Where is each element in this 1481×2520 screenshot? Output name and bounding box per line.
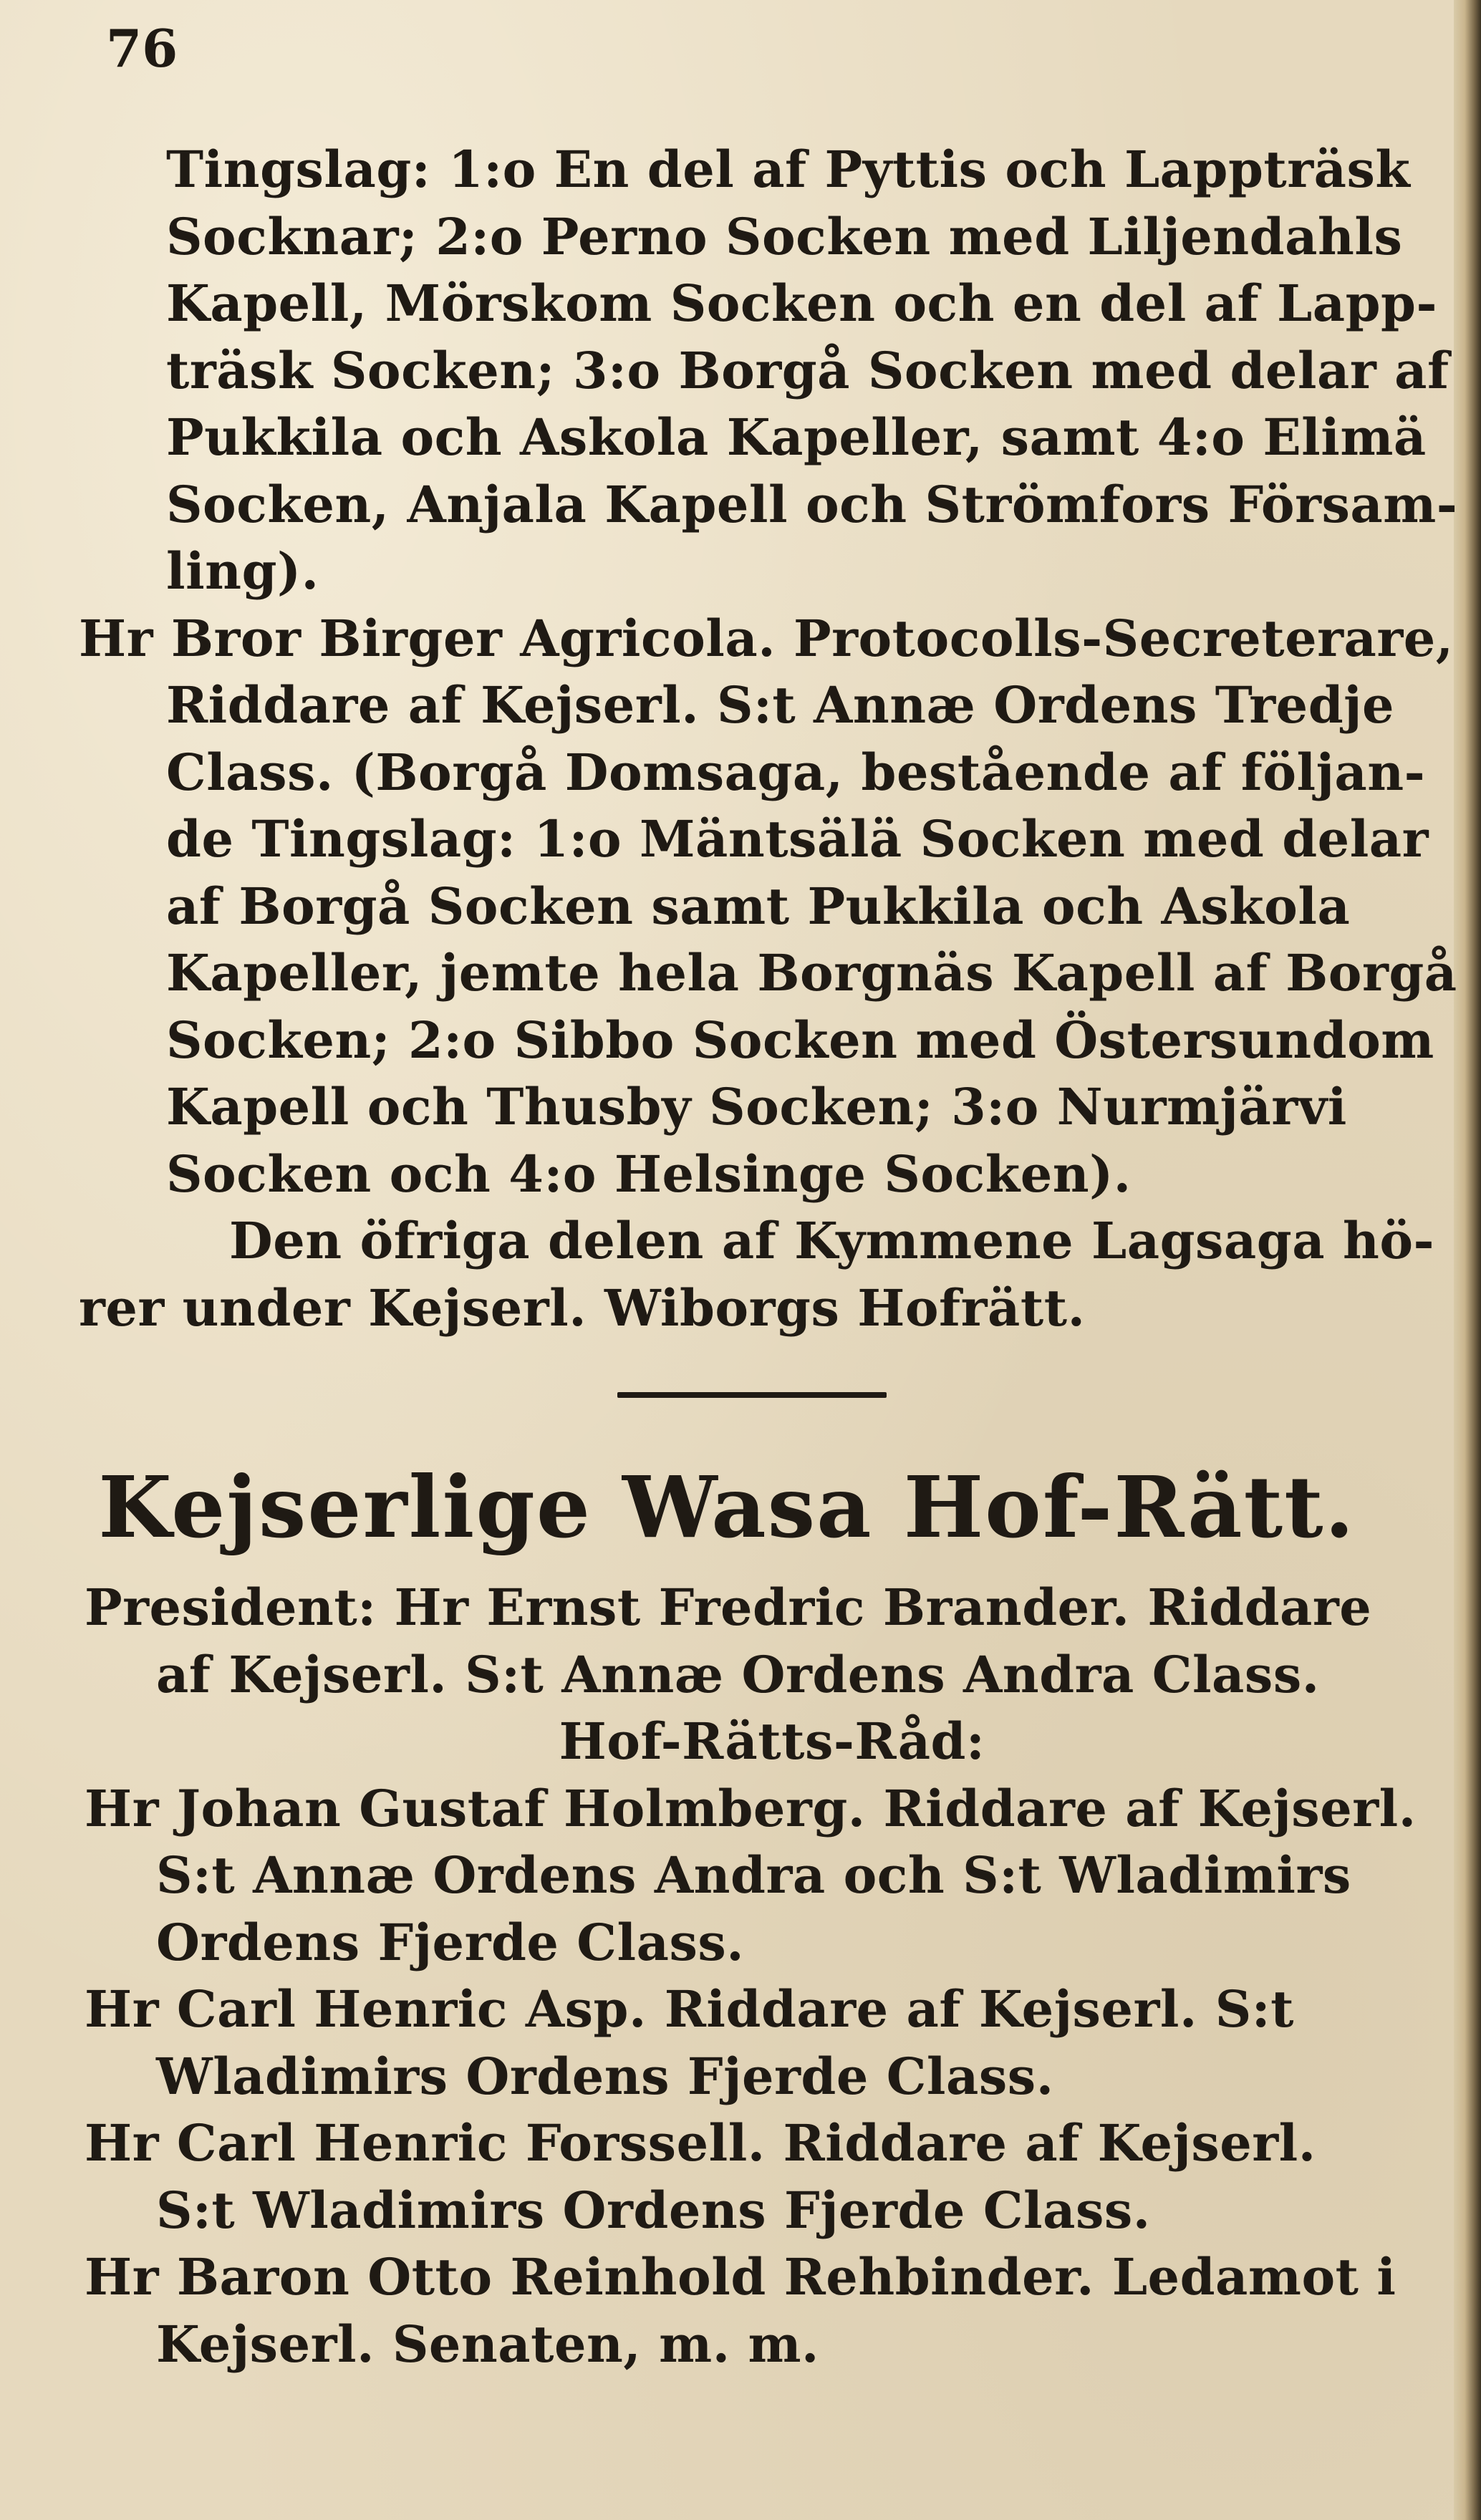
text-line-content: rer under Kejserl. Wiborgs Hofrätt. [79,1278,1086,1338]
lower-text-block [85,1574,1460,2377]
page-number: 76 [106,18,178,79]
subheading [85,1708,1460,1775]
text-line-content: Den öfriga delen af Kymmene Lagsaga hö- [229,1211,1435,1270]
text-line-content: S:t Wladimirs Ordens Fjerde Class. [156,2180,1151,2240]
text-line-content: Socken, Anjala Kapell och Strömfors Försam- [166,474,1458,534]
section-title: Kejserlige Wasa Hof-Rätt. [98,1457,1356,1557]
text-line-content: Pukkila och Askola Kapeller, samt 4:o Elimä [166,407,1427,467]
text-line [79,605,1454,672]
text-line-content: Riddare af Kejserl. S:t Annæ Ordens Tredje [166,675,1395,735]
upper-text-block [79,136,1458,1341]
text-line [166,806,1452,873]
text-line-content: S:t Annæ Ordens Andra och S:t Wladimirs [156,1845,1351,1905]
text-line-content: de Tingslag: 1:o Mäntsälä Socken med delar [166,809,1429,869]
text-line [166,1073,1452,1141]
section-divider [617,1392,887,1401]
text-line-content: Kapell, Mörskom Socken och en del af Lapp- [166,274,1438,333]
text-line [85,1976,1460,2043]
text-line [85,1775,1460,1843]
text-line-content: Socken och 4:o Helsinge Socken). [166,1144,1132,1204]
text-line [166,203,1452,271]
text-line-content: Socken; 2:o Sibbo Socken med Östersundom [166,1010,1434,1070]
text-line [166,1007,1452,1074]
text-line-content: Hr Carl Henric Asp. Riddare af Kejserl. S:t [85,1979,1294,2039]
text-line [166,404,1452,471]
divider-rule [617,1392,887,1398]
text-line-content: Class. (Borgå Domsaga, bestående af följan- [166,742,1426,802]
text-line [85,2110,1460,2177]
text-line-content: Kejserl. Senaten, m. m. [156,2314,819,2374]
text-line [156,1909,1442,1976]
text-line [166,270,1452,337]
text-line [156,2177,1442,2244]
text-line [79,1275,1454,1342]
text-line [156,1842,1442,1909]
text-line [166,940,1457,1007]
text-line-content: träsk Socken; 3:o Borgå Socken med delar af [166,340,1449,400]
text-line-content: Ordens Fjerde Class. [156,1912,745,1972]
text-line-content: Kapell och Thusby Socken; 3:o Nurmjärvi [166,1077,1347,1136]
text-line-content: Hr Johan Gustaf Holmberg. Riddare af Kejserl. [85,1778,1417,1838]
text-line-content: Hr Carl Henric Forssell. Riddare af Kejserl. [85,2113,1316,2173]
text-line-content: Hr Bror Birger Agricola. Protocolls-Secreterare, [79,608,1454,668]
text-line-content: Kapeller, jemte hela Borgnäs Kapell af Borgå [166,943,1457,1003]
text-line-content: af Kejserl. S:t Annæ Ordens Andra Class. [156,1644,1320,1704]
text-line [166,337,1452,405]
text-line [166,471,1458,539]
text-line [85,2244,1460,2311]
text-line-content: Wladimirs Ordens Fjerde Class. [156,2046,1054,2106]
text-line [166,672,1452,739]
text-line [166,538,1452,605]
text-line-content: Hr Baron Otto Reinhold Rehbinder. Ledamot i [85,2247,1396,2307]
text-line-content: af Borgå Socken samt Pukkila och Askola [166,876,1351,936]
text-line-content: ling). [166,541,319,601]
text-line [166,739,1452,806]
text-line-content: Hof-Rätts-Råd: [559,1712,985,1771]
text-line [166,873,1452,940]
text-line [229,1207,1452,1275]
text-line [85,1574,1460,1641]
text-line-content: Socknar; 2:o Perno Socken med Liljendahls [166,206,1403,266]
text-line [166,1141,1452,1208]
text-line-content: President: Hr Ernst Fredric Brander. Riddare [85,1578,1372,1637]
text-line [79,136,1452,203]
text-line [156,2043,1442,2110]
text-line [156,1641,1442,1709]
text-line-content: Tingslag: 1:o En del af Pyttis och Lappträsk [166,140,1411,199]
text-line [156,2311,1442,2378]
